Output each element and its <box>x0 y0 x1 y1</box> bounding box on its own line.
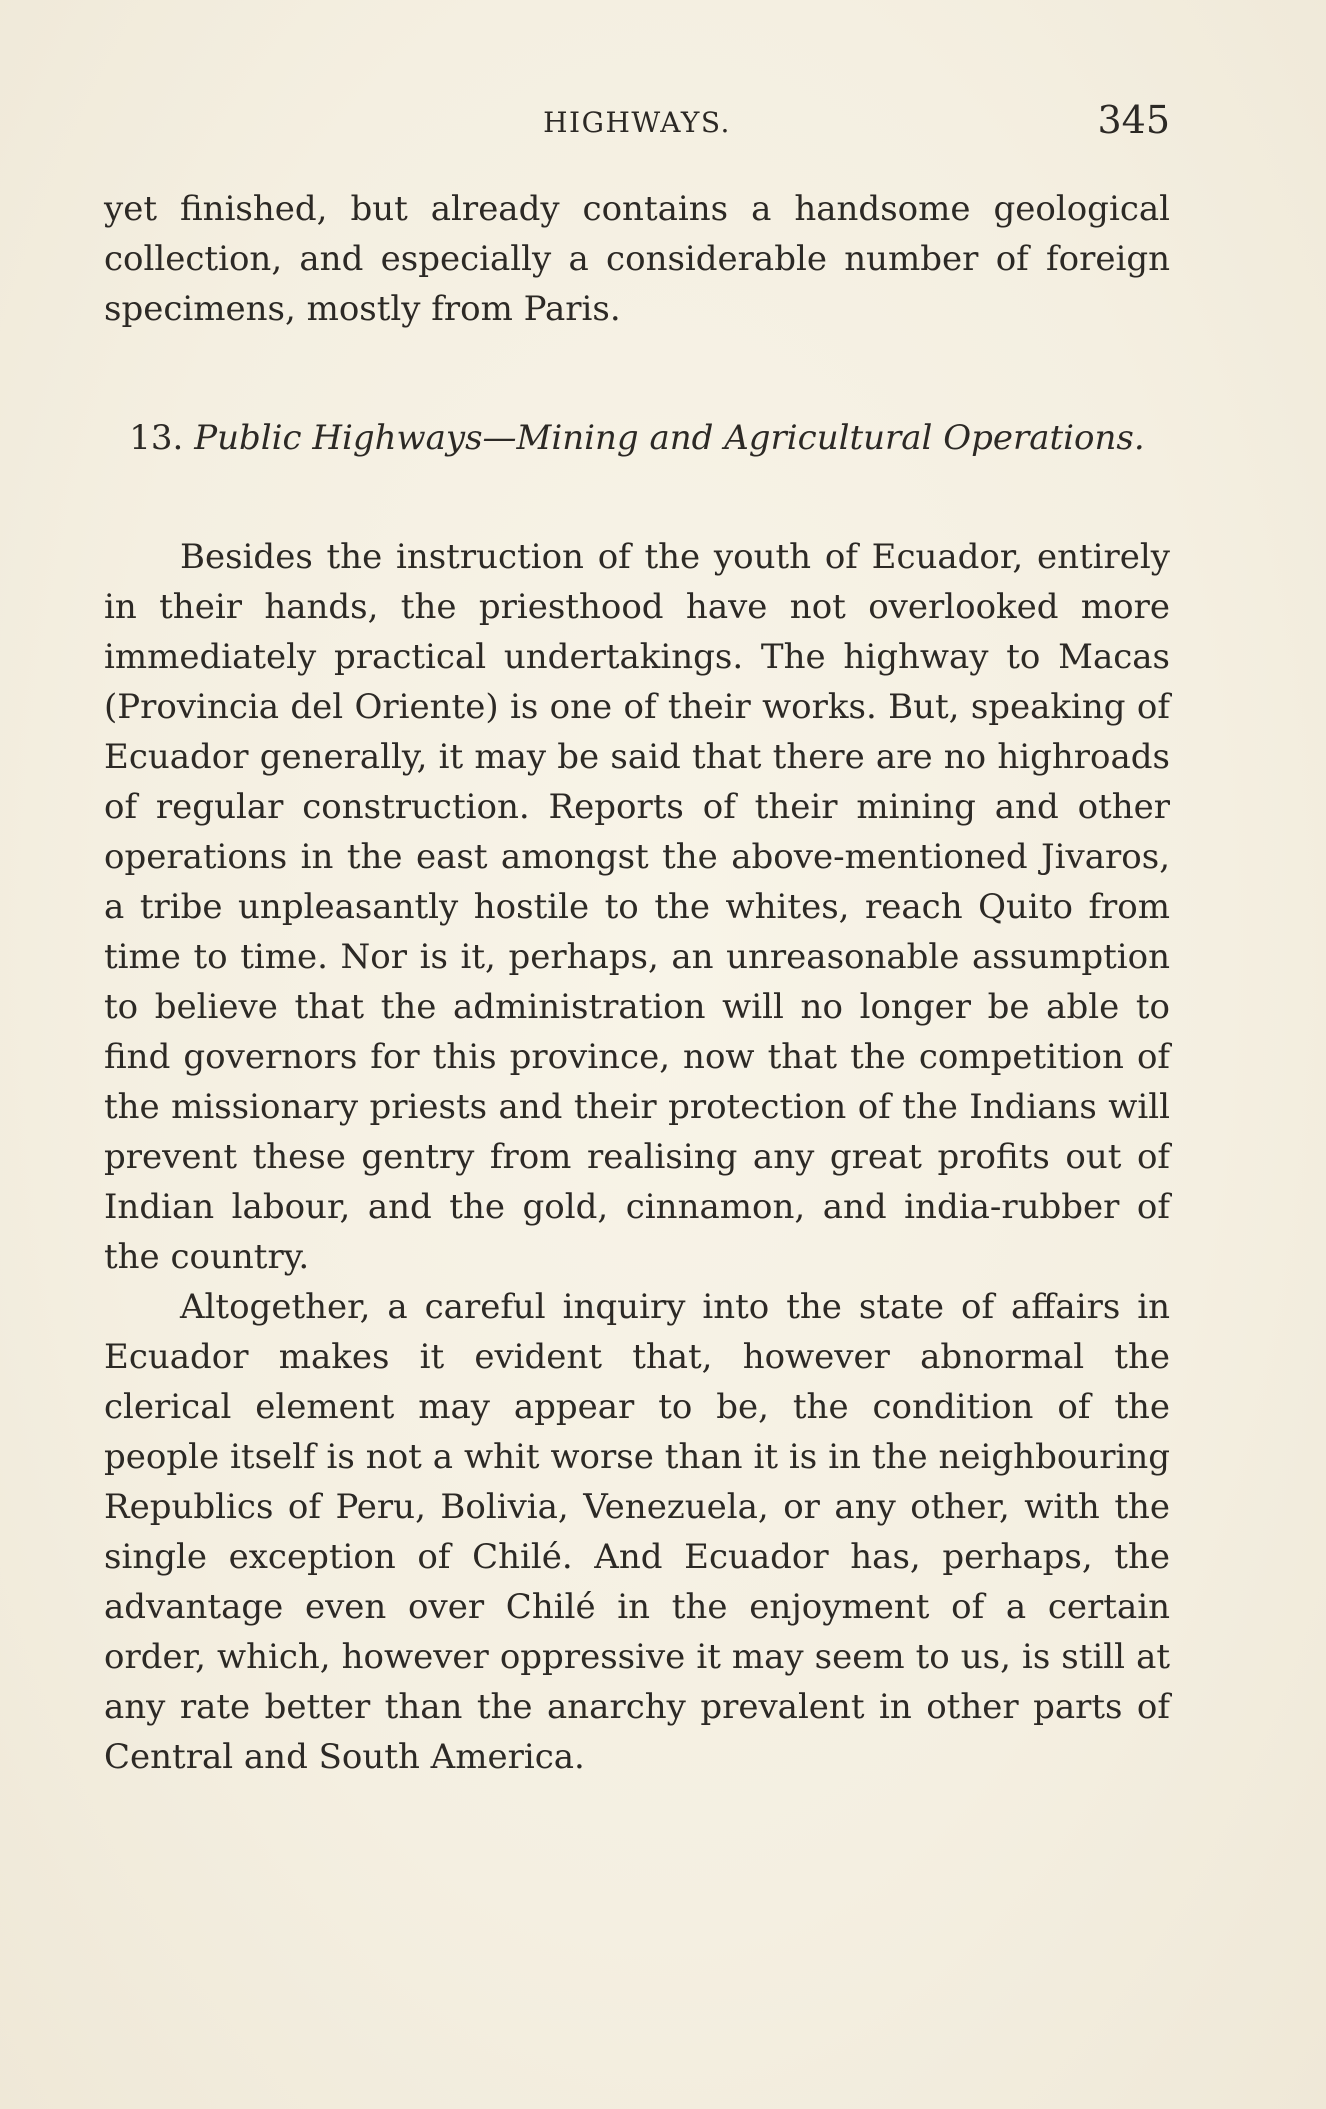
section-number: 13. <box>129 418 184 458</box>
paragraph: Besides the instruction of the youth of Ecuador, entirely in their hands, the priesthood have not overlooked more immediately practical undertakings. The highway to Macas (Provincia del Oriente) is one of their works. But, speaking of Ecuador generally, it may be said that there are no highroads of regular construction. Reports of their mining and other operations in the east amongst the above-mentioned Jivaros, a tribe unpleasantly hostile to the whites, reach Quito from time to time. Nor is it, perhaps, an unreasonable assumption to believe that the administration will no longer be able to find governors for this province, now that the competition of the missionary priests and their protection of the Indians will prevent these gentry from realising any great profits out of Indian labour, and the gold, cinnamon, and india-rubber of the country. <box>104 537 1170 1277</box>
running-title: HIGHWAYS. <box>543 106 731 139</box>
opening-paragraph: yet finished, but already contains a handsome geological collection, and especially a considerable number of foreign specimens, mostly from Paris. <box>104 189 1170 329</box>
continued-text <box>104 184 1170 334</box>
section-title: Public Highways—Mining and Agricultural Operations. <box>194 418 1145 458</box>
section-heading <box>104 412 1170 464</box>
paragraph: Altogether, a careful inquiry into the state of affairs in Ecuador makes it evident that, however abnormal the clerical element may appear to be, the condition of the people itself is not a whit worse than it is in the neighbouring Republics of Peru, Bolivia, Venezuela, or any other, with the single exception of Chilé. And Ecuador has, perhaps, the advantage even over Chilé in the enjoyment of a certain order, which, however oppressive it may seem to us, is still at any rate better than the anarchy prevalent in other parts of Central and South America. <box>104 1287 1170 1777</box>
body-text <box>104 532 1170 1782</box>
page-number: 345 <box>1097 98 1170 142</box>
running-head <box>104 98 1170 148</box>
